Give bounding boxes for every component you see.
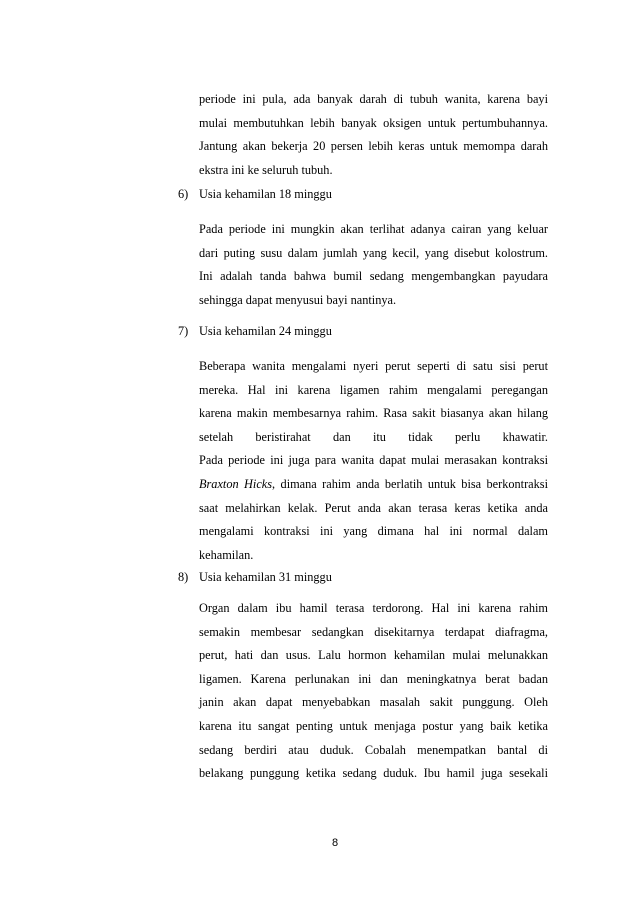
paragraph-24-weeks bbox=[199, 355, 548, 567]
list-number: 8) bbox=[178, 570, 189, 584]
list-heading: Usia kehamilan 31 minggu bbox=[199, 570, 332, 584]
text-line: Ini adalah tanda bahwa bumil sedang mengembangkan payudara bbox=[199, 269, 548, 284]
text-line: Pada periode ini mungkin akan terlihat adanya cairan yang keluar bbox=[199, 222, 548, 236]
list-heading: Usia kehamilan 24 minggu bbox=[199, 324, 332, 338]
text-line: perut, hati dan usus. Lalu hormon kehamilan mulai melunakkan bbox=[199, 648, 548, 663]
text-line: sedang berdiri atau duduk. Cobalah menempatkan bantal di bbox=[199, 742, 548, 757]
list-heading: Usia kehamilan 18 minggu bbox=[199, 187, 332, 201]
list-number: 7) bbox=[178, 324, 189, 338]
text-line: karena itu sangat penting untuk menjaga postur yang baik ketika bbox=[199, 718, 548, 733]
list-item-8 bbox=[178, 566, 332, 590]
text-line: Organ dalam ibu hamil terasa terdorong. Hal ini karena rahim bbox=[199, 601, 548, 615]
text-segment: , dimana rahim anda berlatih untuk bisa berkontraksi bbox=[272, 476, 548, 491]
text-line: mereka. Hal ini karena ligamen rahim mengalami peregangan bbox=[199, 382, 548, 397]
paragraph-31-weeks bbox=[199, 597, 548, 786]
text-line: karena makin membesarnya rahim. Rasa sakit biasanya akan hilang bbox=[199, 406, 548, 421]
list-number: 6) bbox=[178, 187, 189, 201]
text-line: ekstra ini ke seluruh tubuh. bbox=[199, 162, 333, 177]
italic-term: Braxton Hicks bbox=[199, 476, 273, 491]
text-line: setelah beristirahat dan itu tidak perlu khawatir. bbox=[199, 429, 548, 444]
text-line: saat melahirkan kelak. Perut anda akan terasa keras ketika anda bbox=[199, 500, 548, 515]
text-line bbox=[199, 473, 548, 497]
text-line: mulai membutuhkan lebih banyak oksigen untuk pertumbuhannya. bbox=[199, 115, 548, 130]
text-line: semakin membesar sedangkan disekitarnya terdapat diafragma, bbox=[199, 624, 548, 639]
text-line: Beberapa wanita mengalami nyeri perut seperti di satu sisi perut bbox=[199, 359, 548, 373]
text-line: belakang punggung ketika sedang duduk. Ibu hamil juga sesekali bbox=[199, 766, 548, 781]
text-line: periode ini pula, ada banyak darah di tubuh wanita, karena bayi bbox=[199, 92, 548, 106]
text-line: janin akan dapat menyebabkan masalah sakit punggung. Oleh bbox=[199, 695, 548, 710]
list-item-7 bbox=[178, 320, 332, 344]
list-item-6 bbox=[178, 183, 332, 207]
paragraph-18-weeks bbox=[199, 218, 548, 312]
paragraph-continuation bbox=[199, 88, 548, 182]
text-line: ligamen. Karena perlunakan ini dan meningkatnya berat badan bbox=[199, 671, 548, 686]
text-line: mengalami kontraksi ini yang dimana hal ini normal dalam bbox=[199, 524, 548, 539]
text-line: Jantung akan bekerja 20 persen lebih keras untuk memompa darah bbox=[199, 139, 548, 154]
page-number: 8 bbox=[331, 837, 339, 849]
text-line: sehingga dapat menyusui bayi nantinya. bbox=[199, 292, 397, 307]
text-line: dari puting susu dalam jumlah yang kecil, yang disebut kolostrum. bbox=[199, 245, 548, 260]
text-line: Pada periode ini juga para wanita dapat mulai merasakan kontraksi bbox=[199, 453, 548, 468]
text-line: kehamilan. bbox=[199, 547, 254, 562]
